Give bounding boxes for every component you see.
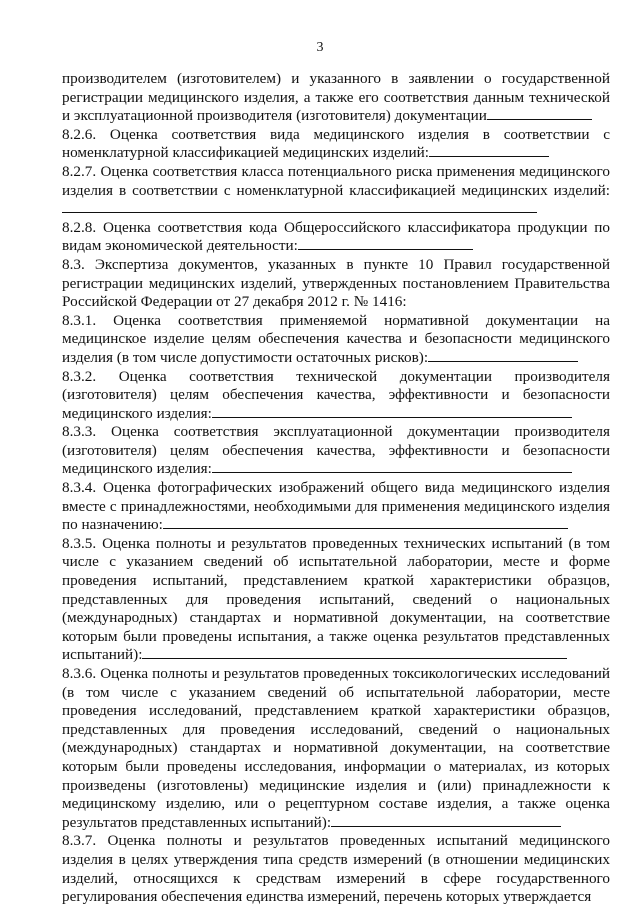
- paragraph: [62, 479, 610, 535]
- paragraph-text: 8.3.5. Оценка полноты и результатов проведенных технических испытаний (в том числе с указанием сведений об испытательной лаборатории, месте и форме проведения испытаний, представлением краткой характеристики образцов, представленных для проведения испытаний, сведений о национальных (международных) стандартах и нормативной документации, на соответствие которым были проведены испытания, а также оценка результатов представленных испытаний):: [62, 534, 610, 664]
- paragraph-text: 8.2.7. Оценка соответствия класса потенциального риска применения медицинского изделия в соответствии с номенклатурной классификацией медицинских изделий:: [62, 162, 610, 199]
- paragraph-text: производителем (изготовителем) и указанного в заявлении о государственной регистрации медицинского изделия, а также его соответствия данным технической и эксплуатационной производителя (изготовителя) документации: [62, 70, 610, 125]
- paragraph-text: 8.3.4. Оценка фотографических изображений общего вида медицинского изделия вместе с принадлежностями, необходимыми для применения медицинского изделия по назначению:: [62, 479, 610, 534]
- fill-in-blank-line: [142, 646, 567, 659]
- paragraph: [62, 368, 610, 424]
- paragraph-text: 8.3.2. Оценка соответствия технической документации производителя (изготовителя) целям обеспечения качества, эффективности и безопасности медицинского изделия:: [62, 367, 610, 422]
- fill-in-blank-line: [212, 460, 572, 473]
- fill-in-blank-line: [429, 144, 549, 157]
- paragraph: [62, 256, 610, 312]
- page-number: 3: [316, 40, 324, 55]
- fill-in-blank-line: [428, 349, 578, 362]
- fill-in-blank-line: [298, 237, 473, 250]
- document-body: [62, 70, 610, 907]
- paragraph-text: 8.2.8. Оценка соответствия кода Общероссийского классификатора продукции по видам экономической деятельности:: [62, 218, 610, 255]
- fill-in-blank-line: [163, 516, 568, 529]
- paragraph: [62, 832, 610, 906]
- fill-in-blank-line: [212, 405, 572, 418]
- paragraph: [62, 535, 610, 665]
- paragraph-text: 8.3.1. Оценка соответствия применяемой нормативной документации на медицинское изделие целям обеспечения качества и безопасности медицинского изделия (в том числе допустимости остаточных рисков):: [62, 311, 610, 366]
- paragraph: [62, 312, 610, 368]
- paragraph: [62, 163, 610, 219]
- paragraph: [62, 70, 610, 126]
- paragraph-text: 8.3.7. Оценка полноты и результатов проведенных испытаний медицинского изделия в целях утверждения типа средств измерений (в отношении медицинских изделий, относящихся к средствам измерений в сфере государственного регулирования обеспечения единства измерений, перечень которых утверждается: [62, 832, 610, 906]
- paragraph: [62, 219, 610, 256]
- paragraph-text: 8.3. Экспертиза документов, указанных в пункте 10 Правил государственной регистрации медицинских изделий, утвержденных постановлением Правительства Российской Федерации от 27 декабря 2012 г. № 1416:: [62, 255, 610, 311]
- fill-in-blank-line: [487, 107, 592, 120]
- paragraph: [62, 423, 610, 479]
- paragraph: [62, 665, 610, 832]
- paragraph-text: 8.3.6. Оценка полноты и результатов проведенных токсикологических исследований (в том числе с указанием сведений об испытательной лаборатории, месте проведения исследований, представлением краткой характеристики образцов, представленных для проведения исследований, сведений о национальных (международных) стандартах и нормативной документации, на соответствие которым были проведены исследования, информации о материалах, из которых произведены (изготовлены) медицинские изделия и (или) принадлежности к медицинскому изделию, или о рецептурном составе изделия, а также оценка результатов представленных испытаний):: [62, 665, 610, 831]
- paragraph: [62, 126, 610, 163]
- fill-in-blank-line: [62, 200, 537, 213]
- paragraph-text: 8.3.3. Оценка соответствия эксплуатационной документации производителя (изготовителя) целям обеспечения качества, эффективности и безопасности медицинского изделия:: [62, 423, 610, 478]
- fill-in-blank-line: [331, 814, 561, 827]
- paragraph-text: 8.2.6. Оценка соответствия вида медицинского изделия в соответствии с номенклатурной классификацией медицинских изделий:: [62, 125, 610, 162]
